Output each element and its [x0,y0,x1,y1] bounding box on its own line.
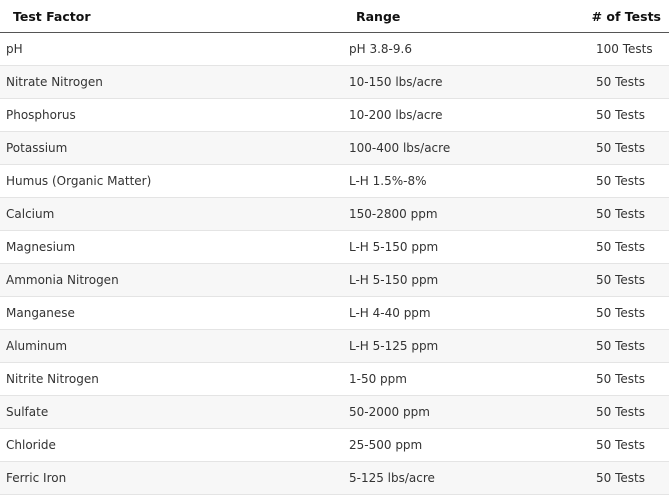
cell-range: 50-2000 ppm [343,396,588,429]
cell-num-tests: 100 Tests [588,33,669,66]
cell-num-tests: 50 Tests [588,231,669,264]
cell-num-tests: 50 Tests [588,198,669,231]
table-row [0,297,669,330]
cell-test-factor: Humus (Organic Matter) [0,165,343,198]
cell-num-tests: 50 Tests [588,264,669,297]
table-row [0,429,669,462]
table-row [0,99,669,132]
cell-test-factor: Calcium [0,198,343,231]
header-test-factor: Test Factor [0,0,343,33]
cell-test-factor: Chloride [0,429,343,462]
table-row [0,231,669,264]
table-row [0,198,669,231]
table-row [0,330,669,363]
header-range: Range [343,0,588,33]
cell-range: L-H 5-150 ppm [343,231,588,264]
cell-num-tests: 50 Tests [588,396,669,429]
table-row [0,66,669,99]
cell-test-factor: Ammonia Nitrogen [0,264,343,297]
cell-num-tests: 50 Tests [588,297,669,330]
cell-range: 25-500 ppm [343,429,588,462]
cell-num-tests: 50 Tests [588,99,669,132]
cell-range: 100-400 lbs/acre [343,132,588,165]
cell-range: pH 3.8-9.6 [343,33,588,66]
cell-test-factor: Manganese [0,297,343,330]
cell-num-tests: 50 Tests [588,330,669,363]
cell-num-tests: 50 Tests [588,429,669,462]
cell-test-factor: Phosphorus [0,99,343,132]
table-row [0,264,669,297]
cell-num-tests: 50 Tests [588,363,669,396]
cell-range: 1-50 ppm [343,363,588,396]
header-num-tests: # of Tests [588,0,669,33]
cell-num-tests: 50 Tests [588,165,669,198]
table-header [0,0,669,33]
cell-test-factor: Aluminum [0,330,343,363]
cell-range: 10-200 lbs/acre [343,99,588,132]
cell-test-factor: Nitrite Nitrogen [0,363,343,396]
table-row [0,132,669,165]
cell-test-factor: Potassium [0,132,343,165]
cell-range: 150-2800 ppm [343,198,588,231]
cell-range: L-H 5-125 ppm [343,330,588,363]
table-row [0,462,669,495]
table-row [0,396,669,429]
cell-test-factor: pH [0,33,343,66]
table-body [0,33,669,495]
cell-num-tests: 50 Tests [588,462,669,495]
table-row [0,165,669,198]
table-row [0,33,669,66]
cell-num-tests: 50 Tests [588,66,669,99]
cell-test-factor: Magnesium [0,231,343,264]
cell-num-tests: 50 Tests [588,132,669,165]
cell-range: L-H 4-40 ppm [343,297,588,330]
cell-range: L-H 5-150 ppm [343,264,588,297]
header-row [0,0,669,33]
cell-test-factor: Ferric Iron [0,462,343,495]
cell-range: 5-125 lbs/acre [343,462,588,495]
table-row [0,363,669,396]
cell-test-factor: Nitrate Nitrogen [0,66,343,99]
cell-test-factor: Sulfate [0,396,343,429]
cell-range: 10-150 lbs/acre [343,66,588,99]
cell-range: L-H 1.5%-8% [343,165,588,198]
